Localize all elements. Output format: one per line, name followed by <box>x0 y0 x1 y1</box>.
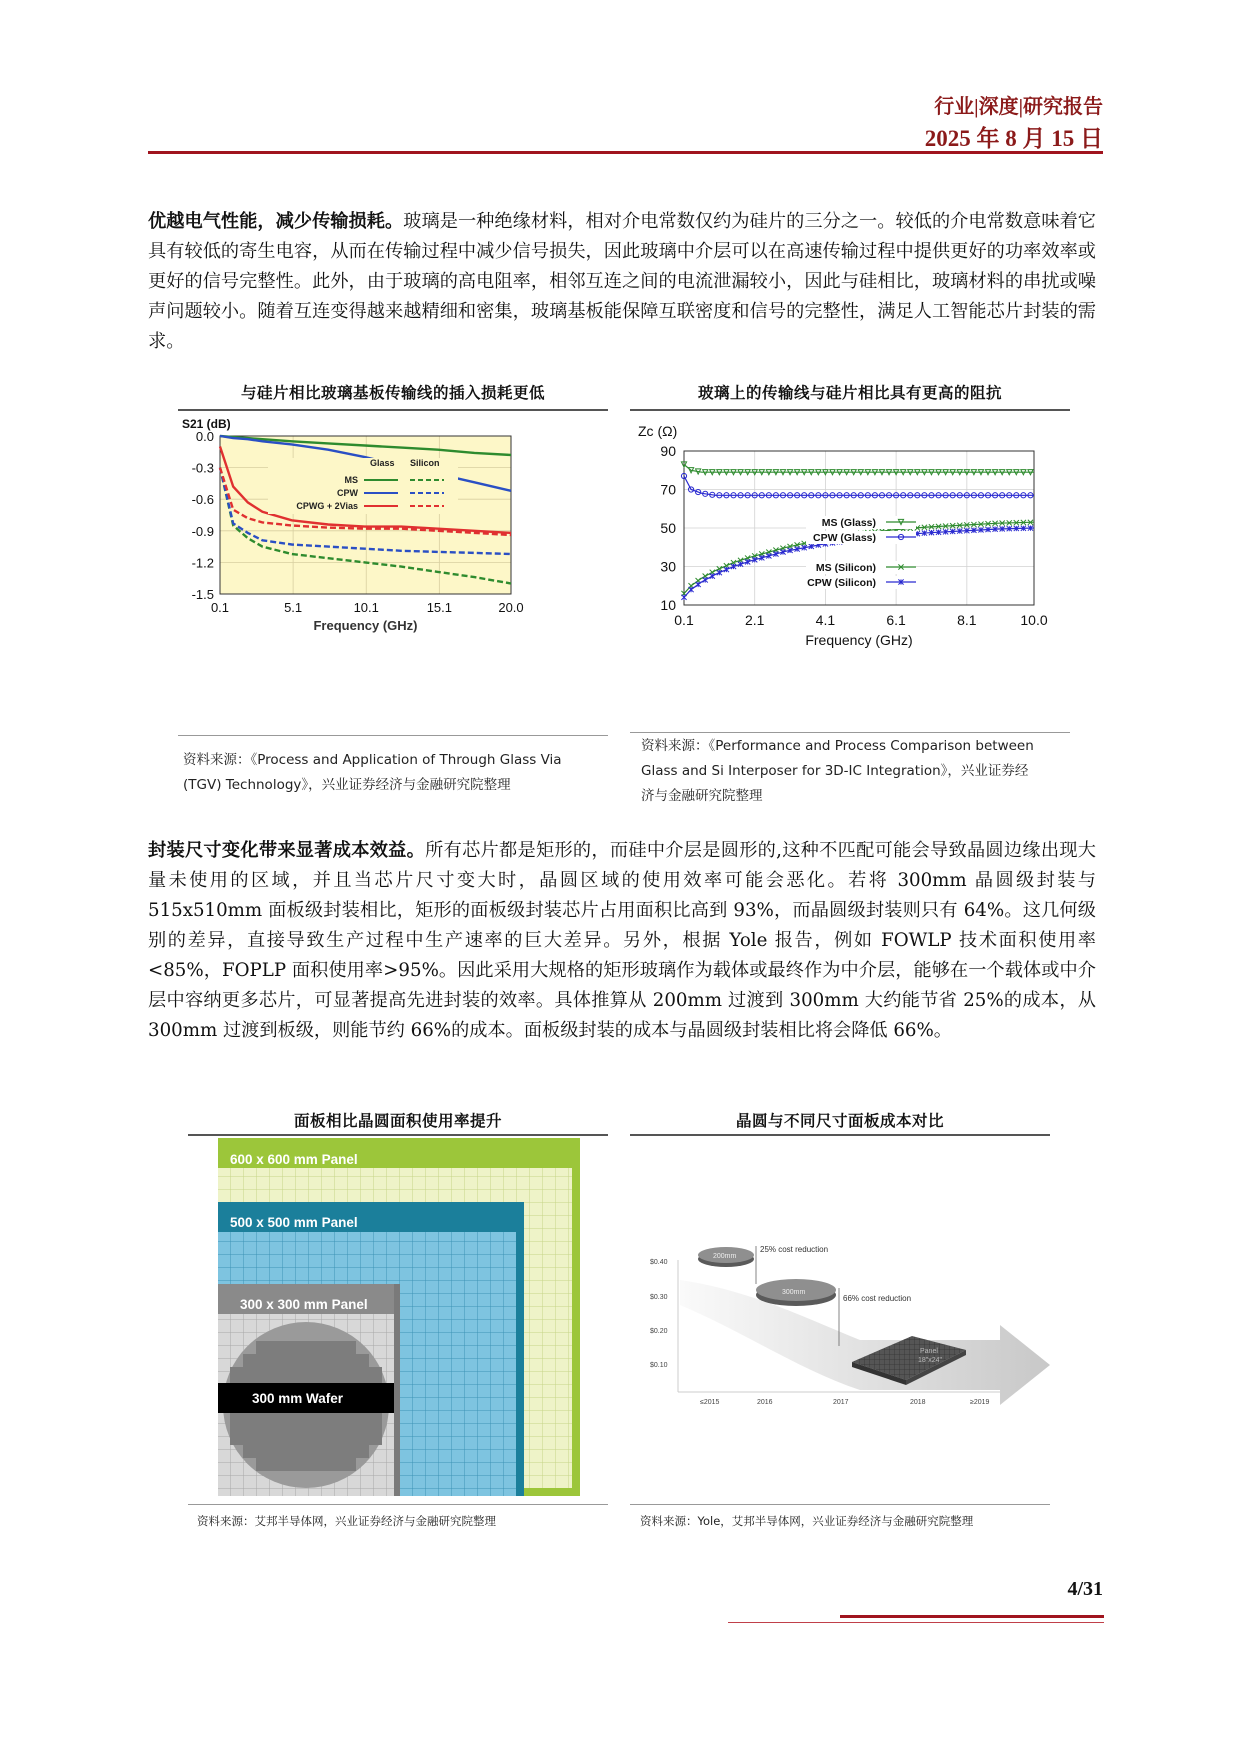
cost-comparison-chart <box>630 1140 1050 1502</box>
x-tick-label: 6.1 <box>886 612 906 628</box>
data-point <box>710 574 715 579</box>
y-axis-label: Zc (Ω) <box>638 423 678 439</box>
insertion-loss-chart <box>178 416 608 732</box>
y-tick-label: 90 <box>660 443 676 459</box>
data-point <box>724 567 729 572</box>
footer-rule <box>840 1615 1104 1618</box>
source-line: (TGV) Technology》，兴业证券经济与金融研究院整理 <box>183 777 511 793</box>
x-tick: ≤2015 <box>700 1399 720 1406</box>
x-tick: 2018 <box>910 1399 926 1406</box>
figure-rule <box>188 1504 608 1505</box>
legend-label: CPW (Glass) <box>812 532 876 544</box>
panel-600-label: 600 x 600 mm Panel <box>230 1152 358 1167</box>
x-tick-label: 5.1 <box>284 600 303 615</box>
x-tick-label: 0.1 <box>674 612 694 628</box>
source-line: 济与金融研究院整理 <box>641 788 763 804</box>
source-line: Glass and Si Interposer for 3D-IC Integration》，兴业证券经 <box>641 763 1029 779</box>
x-tick: 2016 <box>757 1399 773 1406</box>
legend-label: MS <box>344 475 358 485</box>
x-axis-label: Frequency (GHz) <box>805 632 913 648</box>
x-tick-label: 8.1 <box>957 612 977 628</box>
x-axis-label: Frequency (GHz) <box>313 618 418 633</box>
figure-rule <box>178 735 608 736</box>
disc-200mm-label: 200mm <box>713 1253 737 1260</box>
x-tick-label: 10.0 <box>1020 612 1048 628</box>
legend-column: Glass <box>370 458 395 468</box>
panel-size-label: 18"x24" <box>918 1357 943 1364</box>
figure-source-area-usage: 资料来源：艾邦半导体网，兴业证券经济与金融研究院整理 <box>197 1514 496 1528</box>
legend-label: MS (Glass) <box>821 517 876 529</box>
panel-300-label: 300 x 300 mm Panel <box>240 1297 368 1312</box>
legend-label: CPW <box>337 488 358 498</box>
figure-rule <box>188 1134 608 1136</box>
page-number: 4/31 <box>1067 1578 1103 1600</box>
legend-label: CPWG + 2Vias <box>296 501 358 511</box>
panel-500-label: 500 x 500 mm Panel <box>230 1215 358 1230</box>
y-tick-label: -1.5 <box>191 587 214 602</box>
x-tick: ≥2019 <box>970 1399 990 1406</box>
y-tick-label: -0.6 <box>191 492 214 508</box>
data-point <box>696 582 701 587</box>
paragraph-electrical <box>148 207 1096 357</box>
y-tick-label: -1.2 <box>191 555 214 571</box>
figure-title-cost: 晶圆与不同尺寸面板成本对比 <box>735 1112 944 1130</box>
paragraph-cost <box>148 836 1096 1046</box>
panel-label: Panel <box>920 1348 938 1355</box>
y-tick: $0.40 <box>650 1259 668 1266</box>
x-tick-label: 2.1 <box>744 612 765 628</box>
figure-rule <box>630 1134 1050 1136</box>
legend-column: Silicon <box>410 458 440 468</box>
figure-source-insertion-loss <box>183 748 613 798</box>
y-axis-label: S21 (dB) <box>182 417 231 431</box>
y-tick-label: -0.3 <box>191 460 214 476</box>
paragraph-body: 所有芯片都是矩形的，而硅中介层是圆形的,这种不匹配可能会导致晶圆边缘出现大量未使用的区域，并且当芯片尺寸变大时，晶圆区域的使用效率可能会恶化。若将 300mm 晶圆级封装与 515x510mm 面板级封装相比，矩形的面板级封装芯片占用面积比高到 93%，而晶圆级封装则只有 64%。这几何级别的差异，直接导致生产过程中生产速率的巨大差异。另外，根据 Yole 报告，例如 FOWLP 技术面积使用率<85%，FOPLP 面积使用率>95%。因此采用大规格的矩形玻璃作为载体或最终作为中介层，能够在一个载体或中介层中容纳更多芯片，可显著提高先进封装的效率。具体推算从 200mm 过渡到 300mm 大约能节省 25%的成本，从 300mm 过渡到板级，则能节约 66%的成本。面板级封装的成本与晶圆级封装相比将会降低 66%。 <box>148 840 1096 1041</box>
legend-label: CPW (Silicon) <box>807 577 876 589</box>
figure-rule <box>630 409 1070 411</box>
x-tick: 2017 <box>833 1399 849 1406</box>
impedance-chart <box>630 416 1070 730</box>
annotation-25: 25% cost reduction <box>760 1245 829 1254</box>
y-tick-label: 10 <box>660 597 676 613</box>
y-tick-label: -0.9 <box>191 523 214 539</box>
figure-title-insertion-loss: 与硅片相比玻璃基板传输线的插入损耗更低 <box>240 384 545 402</box>
data-point <box>717 570 722 575</box>
y-tick: $0.20 <box>650 1328 668 1335</box>
source-line: 资料来源：《Performance and Process Comparison between <box>641 738 1034 754</box>
figure-source-cost: 资料来源：Yole，艾邦半导体网，兴业证券经济与金融研究院整理 <box>640 1514 974 1528</box>
x-tick-label: 15.1 <box>426 600 453 615</box>
paragraph-lead: 优越电气性能，减少传输损耗。 <box>148 211 404 232</box>
paragraph-lead: 封装尺寸变化带来显著成本效益。 <box>148 840 426 861</box>
data-point <box>681 595 686 600</box>
figure-source-impedance <box>641 734 1071 809</box>
wafer-label: 300 mm Wafer <box>252 1391 344 1406</box>
x-tick-label: 20.0 <box>498 600 524 615</box>
report-date: 2025 年 8 月 15 日 <box>924 126 1103 151</box>
data-point <box>688 587 693 592</box>
y-tick-label: 0.0 <box>195 429 214 444</box>
figure-rule <box>630 1504 1050 1505</box>
footer-rule <box>728 1622 1104 1623</box>
annotation-66: 66% cost reduction <box>843 1294 912 1303</box>
figure-title-area-usage: 面板相比晶圆面积使用率提升 <box>293 1112 502 1130</box>
x-tick-label: 4.1 <box>815 612 836 628</box>
y-tick-label: 70 <box>660 481 676 498</box>
y-tick: $0.30 <box>650 1294 668 1301</box>
source-line: 资料来源：《Process and Application of Through Glass Via <box>183 752 562 768</box>
y-tick-label: 30 <box>660 558 676 575</box>
report-category: 行业|深度|研究报告 <box>934 96 1103 118</box>
figure-title-impedance: 玻璃上的传输线与硅片相比具有更高的阻抗 <box>697 384 1002 402</box>
legend-label: MS (Silicon) <box>815 562 876 574</box>
header-rule <box>148 151 1103 154</box>
x-tick-label: 0.1 <box>210 600 230 615</box>
figure-rule <box>630 732 1070 733</box>
disc-300mm-label: 300mm <box>782 1289 806 1296</box>
x-tick-label: 10.1 <box>353 600 379 615</box>
paragraph-body: 玻璃是一种绝缘材料，相对介电常数仅约为硅片的三分之一。较低的介电常数意味着它具有较低的寄生电容，从而在传输过程中减少信号损失，因此玻璃中介层可以在高速传输过程中提供更好的功率效率或更好的信号完整性。此外，由于玻璃的高电阻率，相邻互连之间的电流泄漏较小，因此与硅相比，玻璃材料的串扰或噪声问题较小。随着互连变得越来越精细和密集，玻璃基板能保障互联密度和信号的完整性，满足人工智能芯片封装的需求。 <box>148 211 1096 352</box>
y-tick-label: 50 <box>660 520 676 536</box>
figure-rule <box>178 409 608 411</box>
panel-wafer-diagram <box>218 1138 580 1496</box>
data-point <box>703 577 708 582</box>
y-tick: $0.10 <box>650 1362 668 1369</box>
